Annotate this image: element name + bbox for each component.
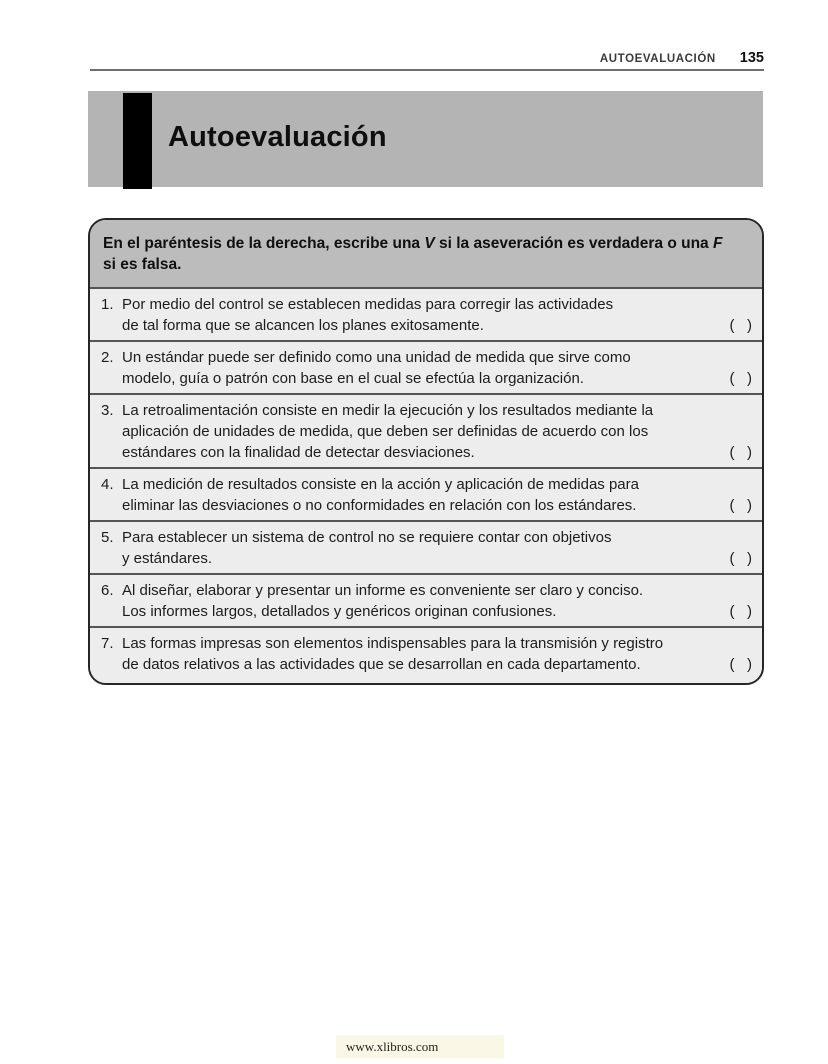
instructions-part2: si la aseveración es verdadera o una [434, 235, 713, 252]
quiz-box [88, 218, 764, 685]
statement-number: 5. [101, 529, 114, 546]
statement-text: Por medio del control se establecen medidas para corregir las actividades de tal forma que se alcancen los planes exitosamente. [122, 296, 614, 334]
answer-slot-6[interactable]: ( ) [729, 603, 752, 620]
statement-number: 2. [101, 349, 114, 366]
statement-text: Las formas impresas son elementos indispensables para la transmisión y registro de datos relativos a las actividades que se desarrollan en cada departamento. [122, 635, 664, 673]
statement-row-7 [90, 626, 762, 683]
section-label: AUTOEVALUACIÓN [599, 53, 716, 65]
page-title: Autoevaluación [168, 121, 387, 153]
answer-slot-4[interactable]: ( ) [729, 497, 752, 514]
quiz-instructions [90, 220, 762, 289]
banner-accent-bar [123, 93, 152, 189]
statement-text: Al diseñar, elaborar y presentar un informe es conveniente ser claro y conciso. Los informes largos, detallados y genéricos originan confusiones. [122, 582, 644, 620]
statement-number: 7. [101, 635, 114, 652]
statement-number: 1. [101, 296, 114, 313]
running-head [600, 50, 764, 66]
statement-row-5 [90, 520, 762, 573]
answer-slot-3[interactable]: ( ) [729, 444, 752, 461]
instructions-line1 [103, 233, 746, 254]
statement-text: Para establecer un sistema de control no se requiere contar con objetivos y estándares. [122, 529, 612, 567]
statement-row-4 [90, 467, 762, 520]
statement-text: La medición de resultados consiste en la acción y aplicación de medidas para eliminar las desviaciones o no conformidades en relación con los estándares. [122, 476, 639, 514]
answer-slot-5[interactable]: ( ) [729, 550, 752, 567]
statement-text: Un estándar puede ser definido como una unidad de medida que sirve como modelo, guía o patrón con base en el cual se efectúa la organización. [122, 349, 631, 387]
statement-row-2 [90, 340, 762, 393]
chapter-banner [88, 91, 763, 187]
page-number: 135 [739, 50, 764, 66]
watermark-url: www.xlibros.com [346, 1039, 439, 1054]
instructions-f: F [712, 235, 723, 252]
instructions-part1: En el paréntesis de la derecha, escribe una [103, 235, 425, 252]
statement-row-6 [90, 573, 762, 626]
statement-row-1 [90, 289, 762, 340]
header-rule [90, 69, 764, 71]
instructions-line2: si es falsa. [103, 256, 182, 273]
instructions-v: V [424, 235, 435, 252]
statement-text: La retroalimentación consiste en medir la ejecución y los resultados mediante la aplicación de unidades de medida, que deben ser definidas de acuerdo con los estándares con la finalidad de detectar desviaciones. [122, 402, 654, 461]
watermark-band [336, 1035, 504, 1058]
statement-number: 6. [101, 582, 114, 599]
answer-slot-7[interactable]: ( ) [729, 656, 752, 673]
statement-number: 3. [101, 402, 114, 419]
statement-number: 4. [101, 476, 114, 493]
answer-slot-1[interactable]: ( ) [729, 317, 752, 334]
statement-row-3 [90, 393, 762, 467]
answer-slot-2[interactable]: ( ) [729, 370, 752, 387]
